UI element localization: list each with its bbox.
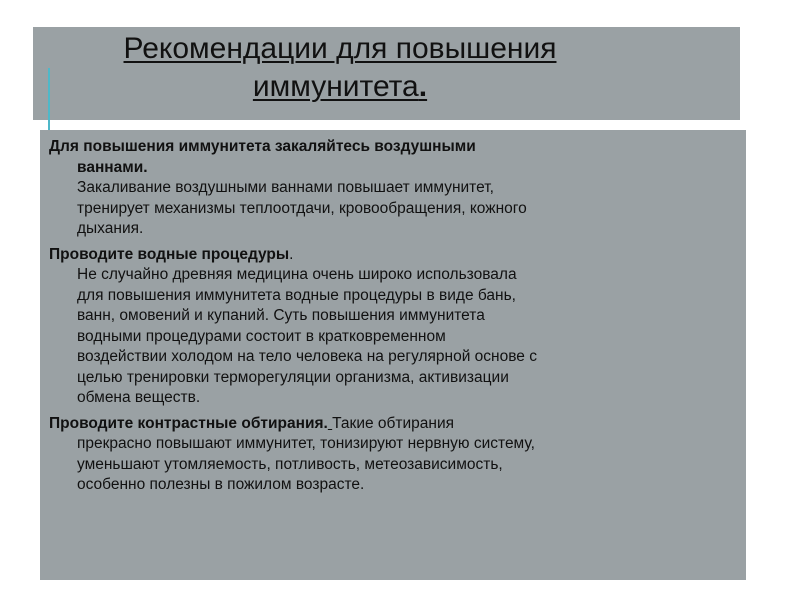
title-line-2-period: . bbox=[418, 70, 428, 103]
section-body-line: для повышения иммунитета водные процедуры в виде бань, bbox=[77, 286, 516, 304]
section-body-line: дыхания. bbox=[77, 220, 144, 237]
section-body-line: Не случайно древняя медицина очень широко использовала bbox=[77, 266, 517, 283]
section-heading: Проводите контрастные обтирания. bbox=[49, 414, 328, 432]
section-body-line: Закаливание воздушными ваннами повышает иммунитет, bbox=[77, 179, 494, 196]
slide-title bbox=[60, 30, 620, 106]
section-contrast-rubdowns bbox=[49, 414, 745, 496]
section-body-line: уменьшают утомляемость, потливость, метеозависимость, bbox=[77, 455, 503, 473]
section-body-line: особенно полезны в пожилом возрасте. bbox=[77, 476, 365, 493]
section-body-line: прекрасно повышают иммунитет, тонизируют нервную систему, bbox=[77, 435, 535, 452]
section-body-line: ванн, омовений и купаний. Суть повышения иммунитета bbox=[77, 307, 485, 324]
section-body-line: водными процедурами состоит в кратковременном bbox=[77, 327, 446, 345]
section-body-line: обмена веществ. bbox=[77, 389, 201, 406]
section-body-first: Такие обтирания bbox=[332, 414, 455, 432]
title-accent-line bbox=[48, 68, 50, 132]
section-body-line: воздействии холодом на тело человека на регулярной основе с bbox=[77, 348, 537, 365]
title-line-2-word: иммунитета bbox=[252, 70, 419, 103]
section-heading: Проводите водные процедуры bbox=[49, 245, 290, 263]
section-body-line: целью тренировки терморегуляции организма, активизации bbox=[77, 368, 509, 386]
section-water-procedures bbox=[49, 245, 745, 409]
content-body bbox=[49, 137, 745, 501]
section-body-line: тренирует механизмы теплоотдачи, кровообращения, кожного bbox=[77, 199, 527, 217]
section-heading: Для повышения иммунитета закаляйтесь воздушными bbox=[49, 138, 476, 155]
title-line-2 bbox=[60, 68, 620, 106]
section-air-baths bbox=[49, 137, 745, 240]
title-line-1: Рекомендации для повышения bbox=[123, 32, 557, 65]
section-heading-tail: . bbox=[289, 245, 294, 263]
section-heading-cont: ваннами. bbox=[77, 158, 148, 176]
